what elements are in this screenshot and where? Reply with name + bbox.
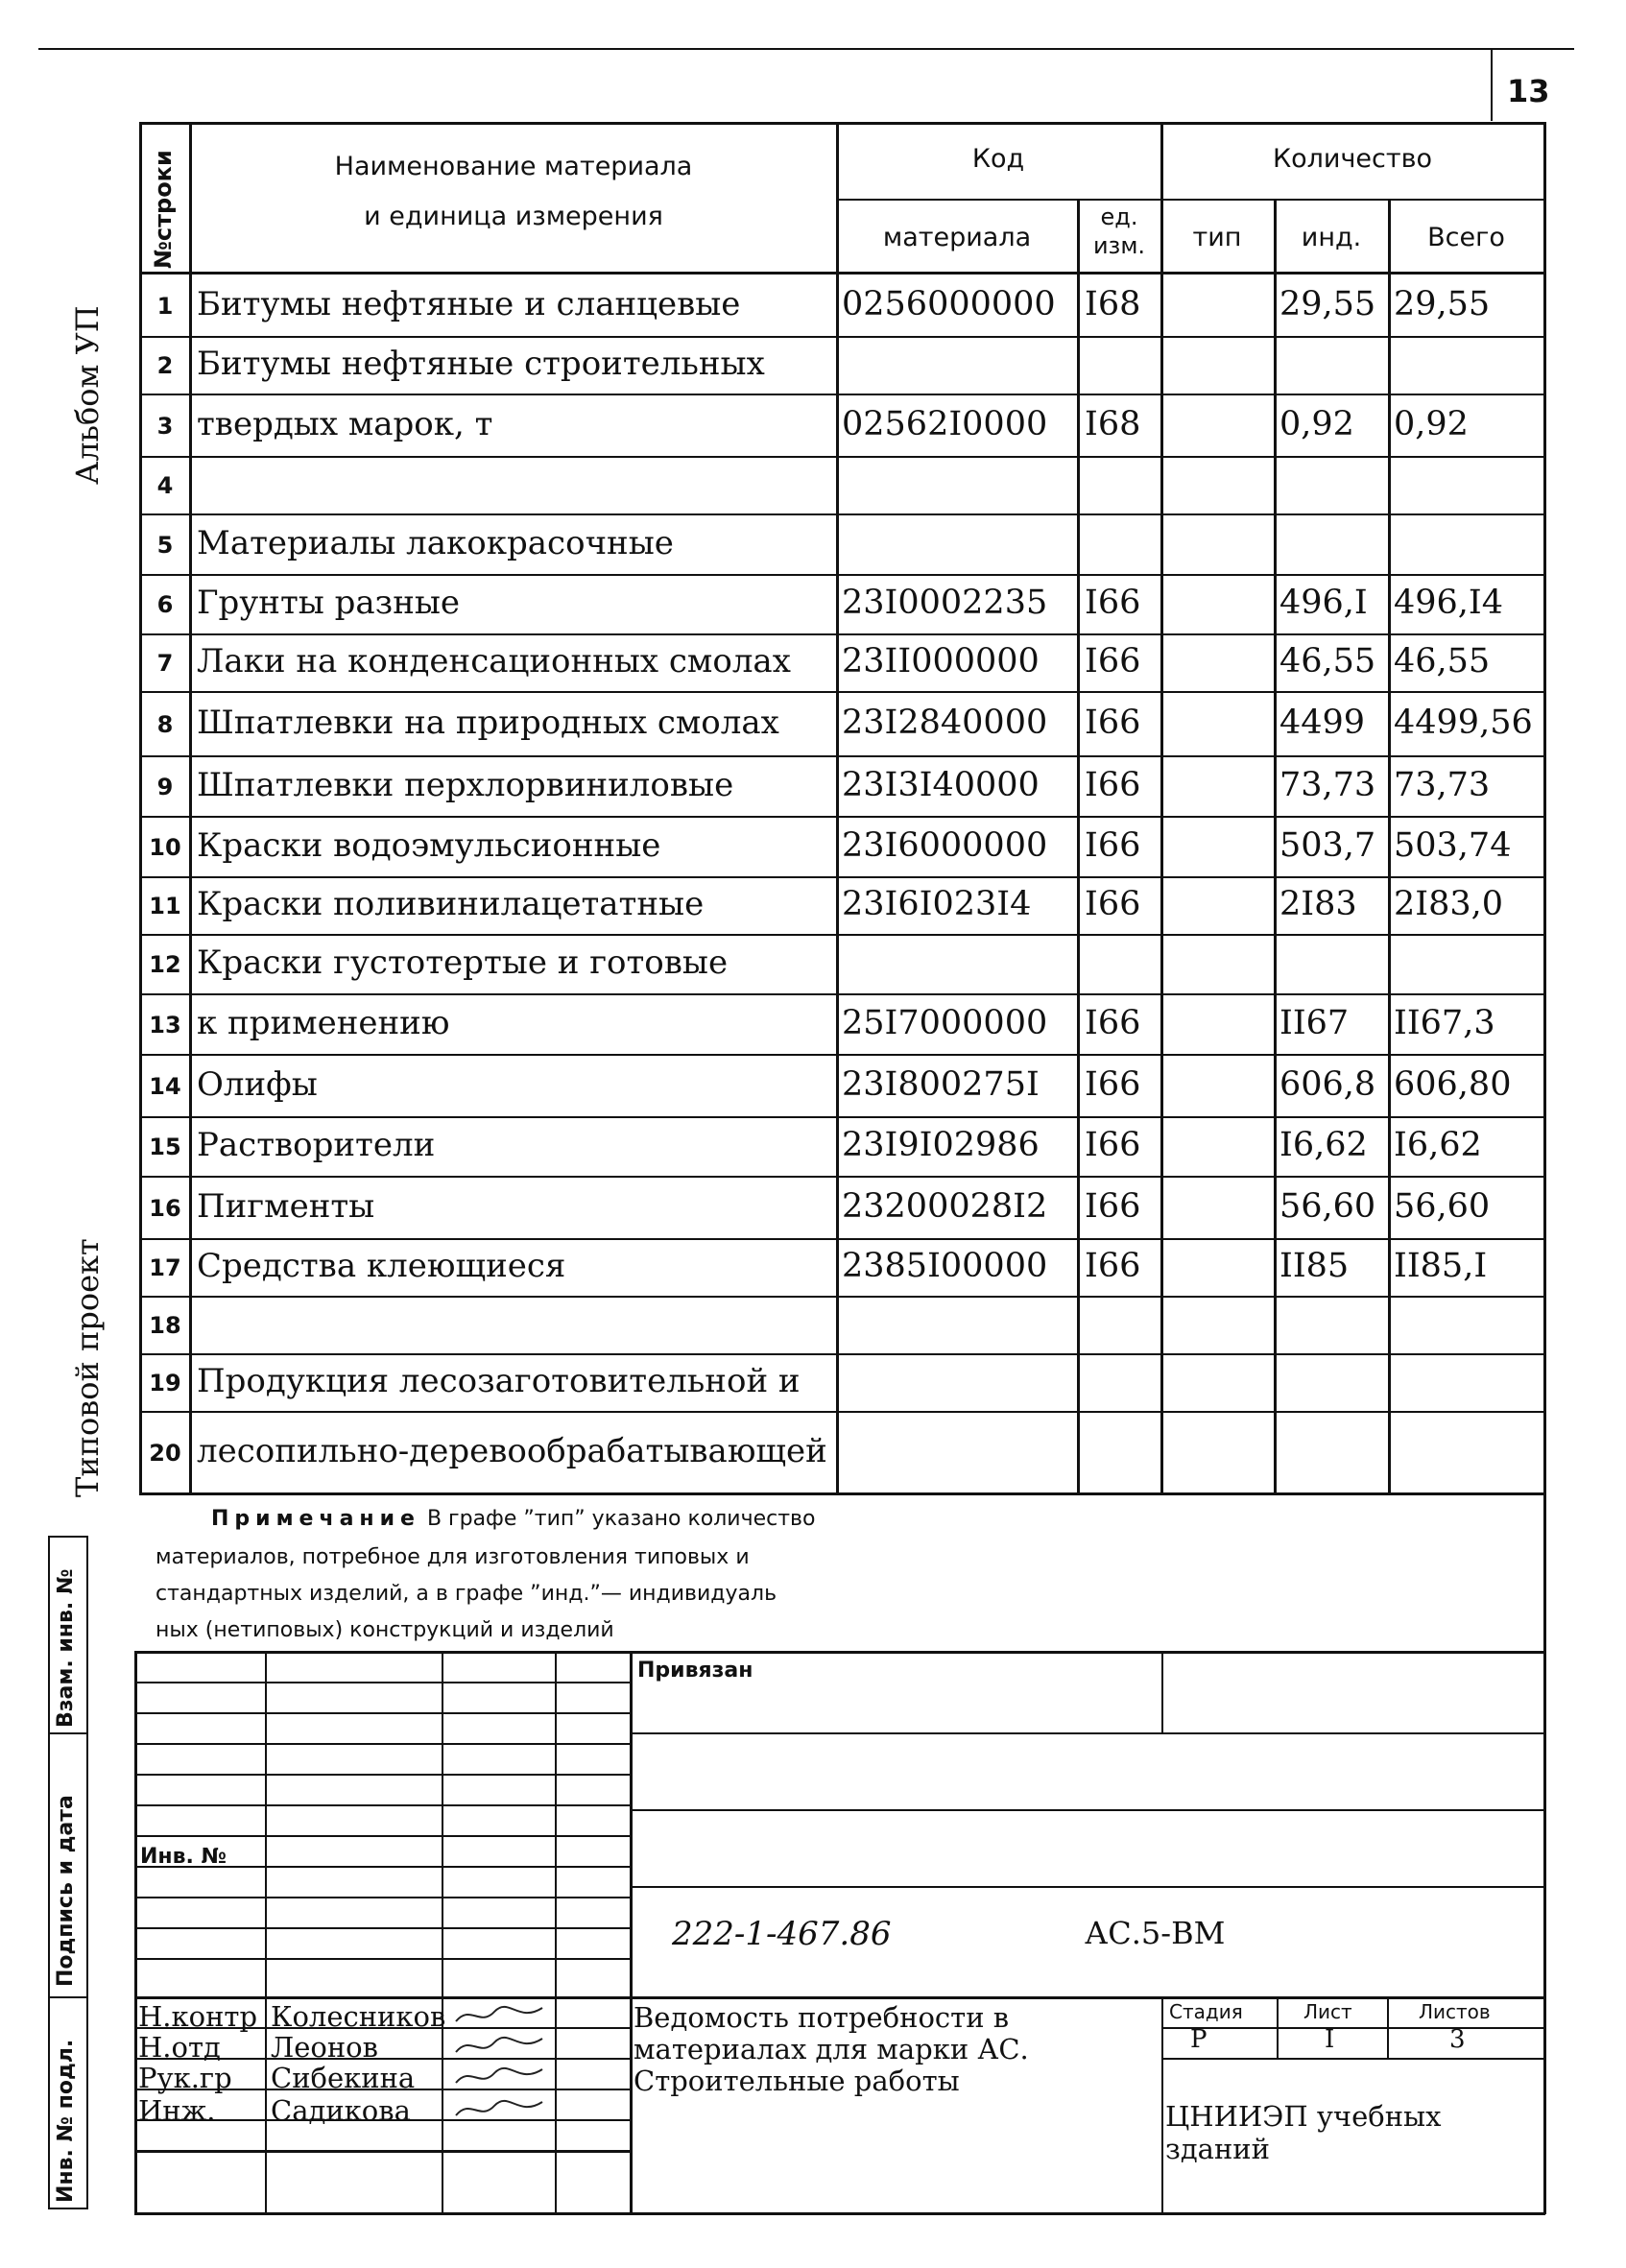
stamp-role: Н.контр [138,2000,258,2033]
row-divider [139,1054,1545,1056]
cell-name: Лаки на конденсационных смолах [197,642,791,680]
stamp-name: Садикова [271,2094,411,2127]
stamp-name: Колесников [271,2000,446,2033]
cell-code: 0256000000 [842,284,1056,323]
row-divider [139,755,1545,757]
row-divider [139,1238,1545,1240]
doc-title-line1: Ведомость потребности в [634,2001,1010,2034]
header-code-unit-2: изм. [1092,232,1146,259]
cell-ind: 496,I [1279,586,1368,620]
note-line2: материалов, потребное для изготовления типовых и [155,1545,750,1569]
document-mark: АС.5-ВМ [1085,1915,1226,1951]
page-number: 13 [1507,73,1550,109]
header-code-material: материала [882,223,1032,252]
row-number: 20 [149,1439,181,1467]
inv-no-label: Инв. № [140,1845,227,1869]
stamp-name: Леонов [271,2031,378,2064]
cell-code: 23I0002235 [842,584,1048,622]
side-label-project: Типовой проект [69,1238,106,1497]
cell-unit: I66 [1085,1126,1141,1164]
header-name-line1: Наименование материала [334,152,693,181]
cell-total: 0,92 [1394,407,1469,442]
signature-mark [451,2033,547,2060]
cell-total: 606,80 [1394,1067,1512,1102]
stamp-role: Инж. [138,2094,216,2127]
row-divider [139,574,1545,576]
stage-value: Р [1190,2025,1208,2054]
row-number: 5 [156,531,174,559]
row-number: 7 [156,650,174,677]
cell-name: к применению [197,1003,450,1042]
row-number: 11 [149,893,181,919]
cell-total: 496,I4 [1394,586,1504,620]
cell-total: 29,55 [1394,287,1491,322]
row-divider [139,1176,1545,1178]
header-qty-total: Всего [1427,223,1505,252]
signature-mark [451,2096,547,2123]
side-label-zam-inv: Взам. инв. № [54,1568,78,1728]
cell-code: 23I3I40000 [842,765,1040,804]
row-divider [139,1411,1545,1413]
cell-name: Пигменты [197,1186,375,1226]
cell-code: 23I2840000 [842,703,1048,742]
cell-name: лесопильно-деревообрабатывающей [197,1431,827,1470]
cell-code: 23200028I2 [842,1186,1048,1226]
cell-total: 73,73 [1394,768,1491,802]
cell-total: 4499,56 [1394,705,1533,740]
cell-name: Продукция лесозаготовительной и [197,1362,801,1400]
row-divider [139,513,1545,515]
cell-name: Материалы лакокрасочные [197,523,674,562]
stamp-role: Рук.гр [138,2062,232,2094]
side-label-album: Альбом УП [69,305,106,485]
cell-total: II67,3 [1394,1006,1495,1040]
signature-mark [451,2064,547,2090]
cell-ind: 503,7 [1279,828,1376,863]
signature-mark [451,2002,547,2029]
org-line1: ЦНИИЭП учебных [1165,2100,1442,2133]
row-divider [139,633,1545,635]
cell-code: 23I800275I [842,1064,1040,1104]
privyazan-label: Привязан [637,1659,753,1683]
side-label-inv-podl: Инв. № подл. [54,2039,78,2203]
row-number: 8 [156,710,174,738]
row-divider [139,876,1545,878]
note-line1: В графе ”тип” указано количество [426,1507,816,1531]
sheet-label: Лист [1303,2000,1352,2023]
cell-ind: 56,60 [1279,1189,1376,1224]
cell-code: 23I9I02986 [842,1126,1040,1164]
cell-total: 46,55 [1394,645,1491,679]
cell-code: 25I7000000 [842,1003,1048,1042]
row-divider [139,993,1545,995]
cell-name: Олифы [197,1064,318,1104]
cell-ind: 0,92 [1279,407,1354,442]
row-number: 14 [149,1072,181,1100]
cell-total: II85,I [1394,1250,1488,1283]
note-line3: стандартных изделий, а в графе ”инд.”— индивидуаль [155,1582,777,1606]
cell-unit: I66 [1085,1186,1141,1226]
cell-ind: 46,55 [1279,645,1376,679]
cell-unit: I66 [1085,885,1141,923]
cell-total: 503,74 [1394,828,1512,863]
row-divider [139,336,1545,338]
row-divider [139,1296,1545,1298]
row-number: 19 [149,1370,181,1397]
cell-name: Шпатлевки на природных смолах [197,703,779,742]
row-number: 18 [149,1312,181,1339]
cell-code: 2385I00000 [842,1247,1048,1285]
cell-code: 23I6I023I4 [842,885,1032,923]
row-divider [139,934,1545,936]
cell-name: Средства клеющиеся [197,1247,566,1285]
row-number: 9 [156,773,174,800]
row-number: 3 [156,412,174,440]
cell-name: Битумы нефтяные и сланцевые [197,284,741,323]
row-number: 17 [149,1254,181,1281]
header-name-line2: и единица измерения [364,202,663,231]
row-number: 4 [156,472,174,499]
header-quantity: Количество [1272,144,1433,174]
header-qty-ind: инд. [1301,223,1362,252]
cell-unit: I66 [1085,1247,1141,1285]
sheets-value: 3 [1449,2025,1466,2054]
row-number: 12 [149,951,181,978]
row-number: 1 [156,292,174,320]
cell-unit: I66 [1085,1064,1141,1104]
cell-code: 23I6000000 [842,825,1048,865]
row-number: 6 [156,591,174,618]
cell-name: Грунты разные [197,584,461,622]
cell-unit: I66 [1085,642,1141,680]
doc-title-line2: материалах для марки АС. [634,2033,1029,2065]
org-line2: зданий [1165,2133,1270,2165]
cell-ind: 73,73 [1279,768,1376,802]
cell-ind: I6,62 [1279,1129,1368,1162]
cell-ind: 4499 [1279,705,1366,740]
cell-name: Краски водоэмульсионные [197,825,661,865]
sheets-label: Листов [1419,2000,1491,2023]
row-divider [139,1116,1545,1118]
row-number: 16 [149,1194,181,1222]
row-divider [139,1353,1545,1355]
header-code: Код [971,144,1025,174]
cell-ind: 606,8 [1279,1067,1376,1102]
cell-name: Растворители [197,1126,436,1164]
cell-unit: I66 [1085,765,1141,804]
doc-title-line3: Строительные работы [634,2065,960,2097]
cell-name: твердых марок, т [197,404,493,443]
row-divider [139,816,1545,818]
cell-ind: II85 [1279,1250,1350,1283]
cell-ind: 2I83 [1279,888,1357,921]
cell-name: Краски поливинилацетатные [197,885,705,923]
cell-name: Битумы нефтяные строительных [197,345,765,383]
row-divider [139,456,1545,458]
row-number: 15 [149,1134,181,1160]
cell-unit: I68 [1085,404,1141,443]
row-number: 2 [156,352,174,379]
header-code-unit-1: ед. [1100,203,1138,230]
stamp-name: Сибекина [271,2062,416,2094]
note-title: Примечание [211,1507,420,1531]
cell-unit: I66 [1085,703,1141,742]
cell-name: Шпатлевки перхлорвиниловые [197,765,734,804]
cell-ind: II67 [1279,1006,1350,1040]
side-label-podpis: Подпись и дата [54,1795,78,1987]
cell-total: 56,60 [1394,1189,1491,1224]
row-number: 10 [149,833,181,861]
header-qty-type: тип [1192,223,1242,252]
row-divider [139,394,1545,395]
document-number: 222-1-467.86 [672,1915,892,1953]
stage-label: Стадия [1169,2000,1243,2023]
note-line4: ных (нетиповых) конструкций и изделий [155,1618,614,1642]
header-row-number: №строки [150,150,177,269]
sheet-value: I [1325,2025,1335,2054]
cell-name: Краски густотертые и готовые [197,943,729,982]
row-divider [139,691,1545,693]
stamp-role: Н.отд [138,2031,221,2064]
cell-code: 02562I0000 [842,404,1048,443]
cell-total: I6,62 [1394,1129,1482,1162]
cell-code: 23II000000 [842,642,1040,680]
cell-unit: I66 [1085,825,1141,865]
cell-ind: 29,55 [1279,287,1376,322]
cell-unit: I66 [1085,1003,1141,1042]
cell-total: 2I83,0 [1394,888,1504,921]
row-number: 13 [149,1011,181,1039]
cell-unit: I68 [1085,284,1141,323]
cell-unit: I66 [1085,584,1141,622]
